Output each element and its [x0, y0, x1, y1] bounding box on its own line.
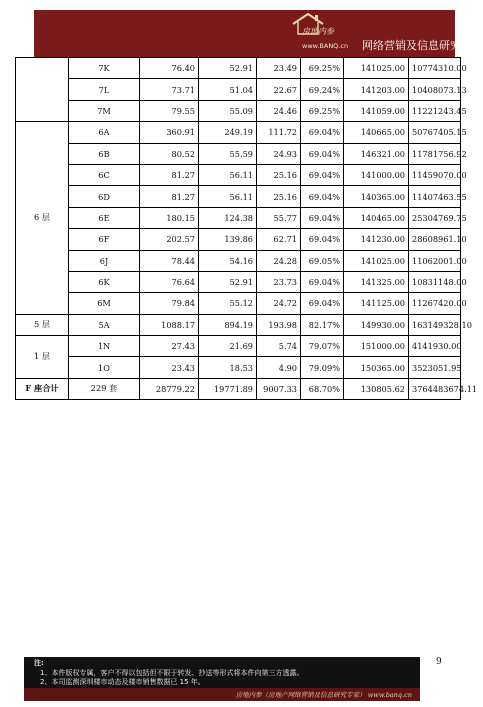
cell-price: 141025.00 [344, 250, 409, 271]
table-row [16, 229, 461, 250]
cell-inner: 21.69 [199, 336, 257, 357]
cell-rate: 82.17% [301, 314, 344, 335]
cell-total: 11267420.00 [409, 293, 461, 314]
cell-price: 141025.00 [344, 58, 409, 79]
cell-area: 202.57 [140, 229, 199, 250]
cell-shared: 24.93 [257, 143, 301, 164]
table-row [16, 122, 461, 143]
logo-text: 房地内参 [302, 27, 334, 36]
cell-area: 79.84 [140, 293, 199, 314]
total-rate: 68.70% [301, 378, 344, 399]
cell-inner: 894.19 [199, 314, 257, 335]
cell-price: 140665.00 [344, 122, 409, 143]
cell-area: 23.43 [140, 357, 199, 378]
cell-area: 360.91 [140, 122, 199, 143]
cell-price: 141059.00 [344, 100, 409, 121]
cell-unit: 6A [69, 122, 140, 143]
cell-total: 163149328.10 [409, 314, 461, 335]
cell-inner: 52.91 [199, 271, 257, 292]
cell-total: 11062001.00 [409, 250, 461, 271]
cell-total: 11781756.92 [409, 143, 461, 164]
total-total: 3764483674.11 [409, 378, 461, 399]
cell-inner: 54.16 [199, 250, 257, 271]
cell-area: 81.27 [140, 186, 199, 207]
table-row [16, 271, 461, 292]
cell-unit: 6J [69, 250, 140, 271]
cell-total: 11407463.55 [409, 186, 461, 207]
cell-shared: 22.67 [257, 79, 301, 100]
cell-rate: 79.09% [301, 357, 344, 378]
cell-total: 10831148.00 [409, 271, 461, 292]
cell-rate: 69.04% [301, 271, 344, 292]
cell-unit: 6F [69, 229, 140, 250]
floor-cell: 6 层 [16, 122, 69, 315]
table-row [16, 79, 461, 100]
cell-price: 140465.00 [344, 207, 409, 228]
cell-rate: 69.05% [301, 250, 344, 271]
cell-area: 1088.17 [140, 314, 199, 335]
cell-shared: 25.16 [257, 164, 301, 185]
cell-price: 141000.00 [344, 164, 409, 185]
cell-area: 27.43 [140, 336, 199, 357]
cell-price: 141325.00 [344, 271, 409, 292]
page-number: 9 [436, 657, 442, 667]
cell-shared: 24.28 [257, 250, 301, 271]
cell-area: 81.27 [140, 164, 199, 185]
cell-inner: 55.12 [199, 293, 257, 314]
cell-unit: 6M [69, 293, 140, 314]
cell-area: 78.44 [140, 250, 199, 271]
cell-inner: 51.04 [199, 79, 257, 100]
table-row [16, 186, 461, 207]
cell-unit: 5A [69, 314, 140, 335]
cell-total: 3523051.95 [409, 357, 461, 378]
cell-inner: 52.91 [199, 58, 257, 79]
footer-note-1: 1、本件版权专属，客户不得以包括但不限于转发、抄送等形式将本件向第三方透露。 [40, 669, 304, 677]
cell-shared: 24.72 [257, 293, 301, 314]
cell-inner: 55.09 [199, 100, 257, 121]
cell-shared: 55.77 [257, 207, 301, 228]
cell-inner: 139.86 [199, 229, 257, 250]
cell-rate: 69.04% [301, 293, 344, 314]
header-banner [34, 10, 483, 57]
cell-price: 141203.00 [344, 79, 409, 100]
header-slogan: 网络营销及信息研究专家 [362, 39, 483, 52]
cell-inner: 55.59 [199, 143, 257, 164]
cell-price: 146321.00 [344, 143, 409, 164]
total-count: 229 套 [69, 378, 140, 399]
table-row [16, 164, 461, 185]
cell-rate: 69.04% [301, 186, 344, 207]
cell-rate: 69.25% [301, 100, 344, 121]
footer-label: 注: [34, 659, 44, 667]
total-row [16, 378, 461, 399]
cell-unit: 7K [69, 58, 140, 79]
cell-price: 140365.00 [344, 186, 409, 207]
cell-shared: 23.49 [257, 58, 301, 79]
table-row [16, 207, 461, 228]
table-row [16, 250, 461, 271]
cell-unit: 6K [69, 271, 140, 292]
cell-total: 50767405.15 [409, 122, 461, 143]
cell-price: 141230.00 [344, 229, 409, 250]
cell-rate: 69.24% [301, 79, 344, 100]
table-row [16, 336, 461, 357]
total-shared: 9007.33 [257, 378, 301, 399]
table-body [16, 58, 478, 400]
cell-shared: 24.46 [257, 100, 301, 121]
cell-rate: 69.04% [301, 229, 344, 250]
footer-bar-text: 房地内参（房地产网络营销及信息研究专家） www.banq.cn [235, 691, 412, 699]
floor-cell [16, 58, 69, 122]
cell-shared: 5.74 [257, 336, 301, 357]
cell-unit: 6D [69, 186, 140, 207]
cell-area: 79.55 [140, 100, 199, 121]
cell-inner: 249.19 [199, 122, 257, 143]
cell-total: 11221243.45 [409, 100, 461, 121]
cell-shared: 62.71 [257, 229, 301, 250]
cell-total: 11459070.00 [409, 164, 461, 185]
cell-rate: 69.04% [301, 207, 344, 228]
cell-inner: 56.11 [199, 186, 257, 207]
table-row [16, 357, 461, 378]
cell-unit: 7L [69, 79, 140, 100]
total-inner: 19771.89 [199, 378, 257, 399]
cell-rate: 69.25% [301, 58, 344, 79]
table-row [16, 143, 461, 164]
cell-shared: 4.90 [257, 357, 301, 378]
footer-notes [24, 657, 420, 701]
total-price: 130805.62 [344, 378, 409, 399]
footer-bar [24, 688, 420, 701]
cell-area: 76.64 [140, 271, 199, 292]
cell-unit: 6C [69, 164, 140, 185]
total-label: F 座合计 [16, 378, 69, 399]
cell-shared: 193.98 [257, 314, 301, 335]
cell-price: 141125.00 [344, 293, 409, 314]
cell-rate: 69.04% [301, 143, 344, 164]
cell-total: 10408073.13 [409, 79, 461, 100]
cell-area: 76.40 [140, 58, 199, 79]
sales-table [15, 57, 478, 400]
table-row [16, 293, 461, 314]
cell-inner: 124.38 [199, 207, 257, 228]
cell-total: 10774310.00 [409, 58, 461, 79]
cell-unit: 1O [69, 357, 140, 378]
cell-rate: 69.04% [301, 122, 344, 143]
total-area: 28779.22 [140, 378, 199, 399]
cell-price: 151000.00 [344, 336, 409, 357]
cell-price: 149930.00 [344, 314, 409, 335]
footer-note-2: 2、本司监测深圳楼市动态及楼市销售数据已 15 年。 [40, 678, 205, 686]
cell-rate: 79.07% [301, 336, 344, 357]
table-row [16, 58, 461, 79]
floor-cell: 1 层 [16, 336, 69, 379]
cell-total: 25304769.75 [409, 207, 461, 228]
cell-inner: 18.53 [199, 357, 257, 378]
cell-area: 180.15 [140, 207, 199, 228]
cell-area: 73.71 [140, 79, 199, 100]
table-row [16, 314, 461, 335]
cell-shared: 25.16 [257, 186, 301, 207]
cell-unit: 6E [69, 207, 140, 228]
cell-unit: 7M [69, 100, 140, 121]
cell-area: 80.52 [140, 143, 199, 164]
table-row [16, 100, 461, 121]
cell-rate: 69.04% [301, 164, 344, 185]
cell-inner: 56.11 [199, 164, 257, 185]
cell-shared: 111.72 [257, 122, 301, 143]
cell-unit: 6B [69, 143, 140, 164]
cell-shared: 23.73 [257, 271, 301, 292]
cell-total: 4141930.00 [409, 336, 461, 357]
cell-unit: 1N [69, 336, 140, 357]
logo-url: www.BANQ.cn [302, 42, 349, 50]
cell-total: 28608961.10 [409, 229, 461, 250]
cell-price: 150365.00 [344, 357, 409, 378]
floor-cell: 5 层 [16, 314, 69, 335]
